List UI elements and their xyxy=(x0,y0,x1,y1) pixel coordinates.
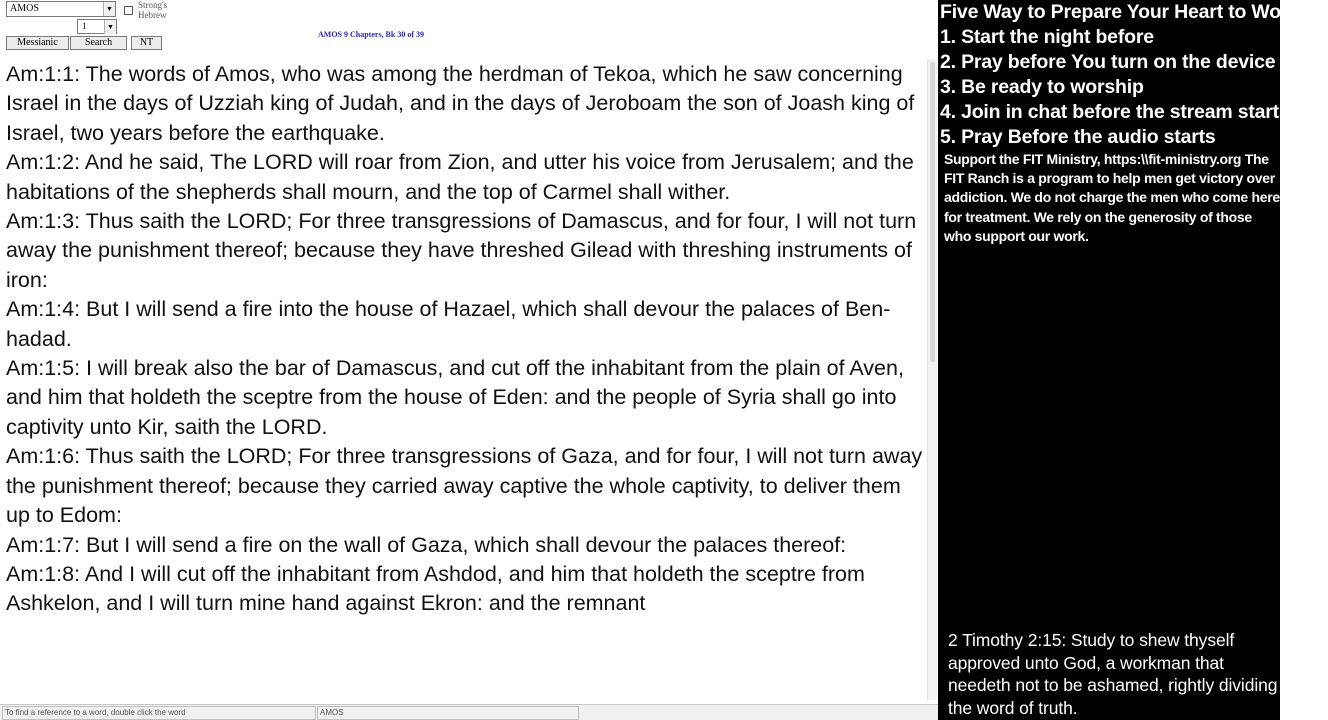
search-button[interactable]: Search xyxy=(70,36,127,50)
stream-overlay xyxy=(938,0,1328,720)
chevron-down-icon[interactable]: ▼ xyxy=(103,2,115,16)
status-hint: To find a reference to a word, double click the word xyxy=(2,706,316,720)
verse[interactable]: Am:1:7: But I will send a fire on the wall of Gaza, which shall devour the palaces thereof: xyxy=(6,532,847,557)
support-message: Support the FIT Ministry, https:\\fit-ministry.org The FIT Ranch is a program to help men get victory over addiction. We do not charge the men who come here for treatment. We rely on the generosity of those who support our work. xyxy=(944,151,1280,244)
verse[interactable]: Am:1:6: Thus saith the LORD; For three transgressions of Gaza, and for four, I will not turn away the punishment thereof; because they carried away captive the whole captivity, to deliver them up to Edom: xyxy=(6,444,923,528)
verse[interactable]: Am:1:3: Thus saith the LORD; For three transgressions of Damascus, and for four, I will not turn away the punishment thereof; because they have threshed Gilead with threshing instruments of iron: xyxy=(6,209,917,292)
verse[interactable]: Am:1:2: And he said, The LORD will roar from Zion, and utter his voice from Jerusalem; and the habitations of the shepherds shall mourn, and the top of Carmel shall wither. xyxy=(6,150,914,204)
prepare-step: 4. Join in chat before the stream starts xyxy=(940,101,1290,123)
chapter-dropdown[interactable] xyxy=(77,19,117,34)
strongs-hebrew-checkbox[interactable] xyxy=(124,6,133,15)
book-dropdown-value: AMOS xyxy=(10,3,39,14)
strongs-hebrew-label: Strong's Hebrew xyxy=(138,0,168,20)
verse[interactable]: Am:1:8: And I will cut off the inhabitant from Ashdod, and him that holdeth the sceptre from Ashkelon, and I will turn mine hand against Ekron: and the remnant xyxy=(6,561,865,616)
verse[interactable]: Am:1:1: The words of Amos, who was among the herdman of Tekoa, which he saw concerning Israel in the days of Uzziah king of Judah, and in the days of Jeroboam the son of Joash king of Israel, two years before the earthquake. xyxy=(6,62,915,145)
status-book: AMOS xyxy=(317,706,579,720)
scrollbar-thumb[interactable] xyxy=(930,62,935,362)
prepare-step: 3. Be ready to worship xyxy=(940,76,1144,98)
overlay-title: Five Way to Prepare Your Heart to Worship xyxy=(940,1,1328,23)
scripture-quote: 2 Timothy 2:15: Study to shew thyself approved unto God, a workman that needeth not to be ashamed, rightly dividing the word of truth. xyxy=(948,630,1278,718)
vertical-scrollbar[interactable] xyxy=(927,60,937,700)
prepare-step: 5. Pray Before the audio starts xyxy=(940,126,1216,148)
prepare-step: 1. Start the night before xyxy=(940,26,1154,48)
prepare-step: 2. Pray before You turn on the device xyxy=(940,51,1276,73)
chevron-down-icon[interactable]: ▼ xyxy=(104,20,116,34)
chapter-info: AMOS 9 Chapters, Bk 30 of 39 xyxy=(318,30,425,39)
nt-button[interactable]: NT xyxy=(131,36,162,50)
messianic-button[interactable]: Messianic xyxy=(6,36,69,50)
verse[interactable]: Am:1:5: I will break also the bar of Damascus, and cut off the inhabitant from the plain of Aven, and him that holdeth the sceptre from the house of Eden: and the people of Syria shall go into captivity unto Kir, saith the LORD. xyxy=(6,356,904,439)
status-bar xyxy=(0,704,938,720)
book-dropdown[interactable] xyxy=(6,1,116,17)
chapter-dropdown-value: 1 xyxy=(82,21,87,31)
verse-text-area[interactable] xyxy=(6,60,926,700)
verse[interactable]: Am:1:4: But I will send a fire into the house of Hazael, which shall devour the palaces of Ben-hadad. xyxy=(6,297,891,351)
